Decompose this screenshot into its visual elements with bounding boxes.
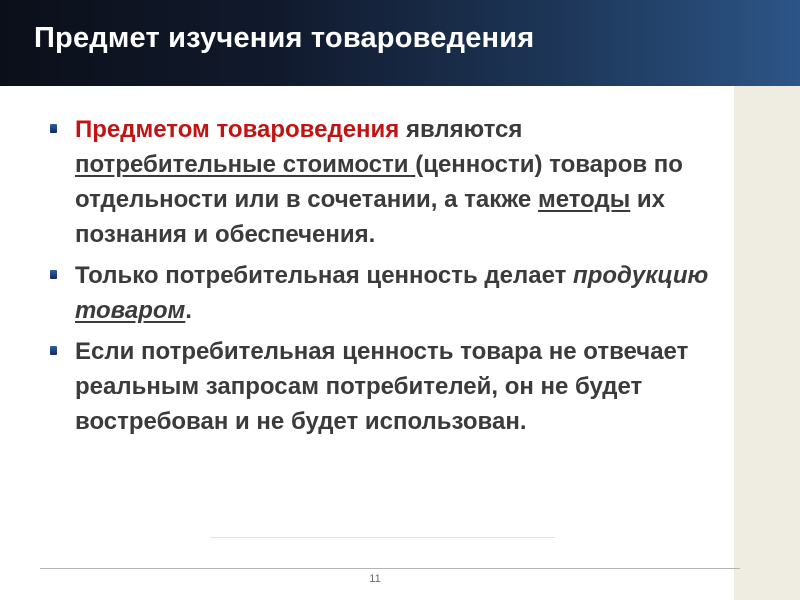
right-decorative-strip xyxy=(734,86,800,600)
bullet-item-1 xyxy=(50,112,730,252)
bullet-item-3 xyxy=(50,334,730,439)
text-run: являются xyxy=(399,116,523,143)
underlined-term: потребительные стоимости xyxy=(75,151,416,178)
footer-divider xyxy=(40,568,740,569)
bullet-item-2 xyxy=(50,258,730,328)
text-run: их познания и обеспечения. xyxy=(75,186,666,248)
text-run: (ценности) товаров по отдельности или в сочетании, а также xyxy=(75,151,683,213)
highlighted-term: Предметом товароведения xyxy=(75,116,400,143)
footer-divider-faint xyxy=(210,537,555,538)
text-run: . xyxy=(185,297,192,324)
italic-underlined-term: товаром xyxy=(75,297,186,324)
text-run: Только потребительная ценность делает xyxy=(75,262,574,289)
slide-body xyxy=(50,112,730,445)
page-number: 11 xyxy=(369,573,381,585)
square-bullet-icon xyxy=(50,124,57,133)
square-bullet-icon xyxy=(50,346,57,355)
underlined-term: методы xyxy=(537,186,631,213)
slide-title: Предмет изучения товароведения xyxy=(34,22,535,54)
title-bar xyxy=(0,0,800,86)
text-run: Если потребительная ценность товара не отвечает реальным запросам потребителей, он не будет востребован и не будет использован. xyxy=(75,338,689,435)
italic-term: продукцию xyxy=(573,262,709,289)
square-bullet-icon xyxy=(50,270,57,279)
